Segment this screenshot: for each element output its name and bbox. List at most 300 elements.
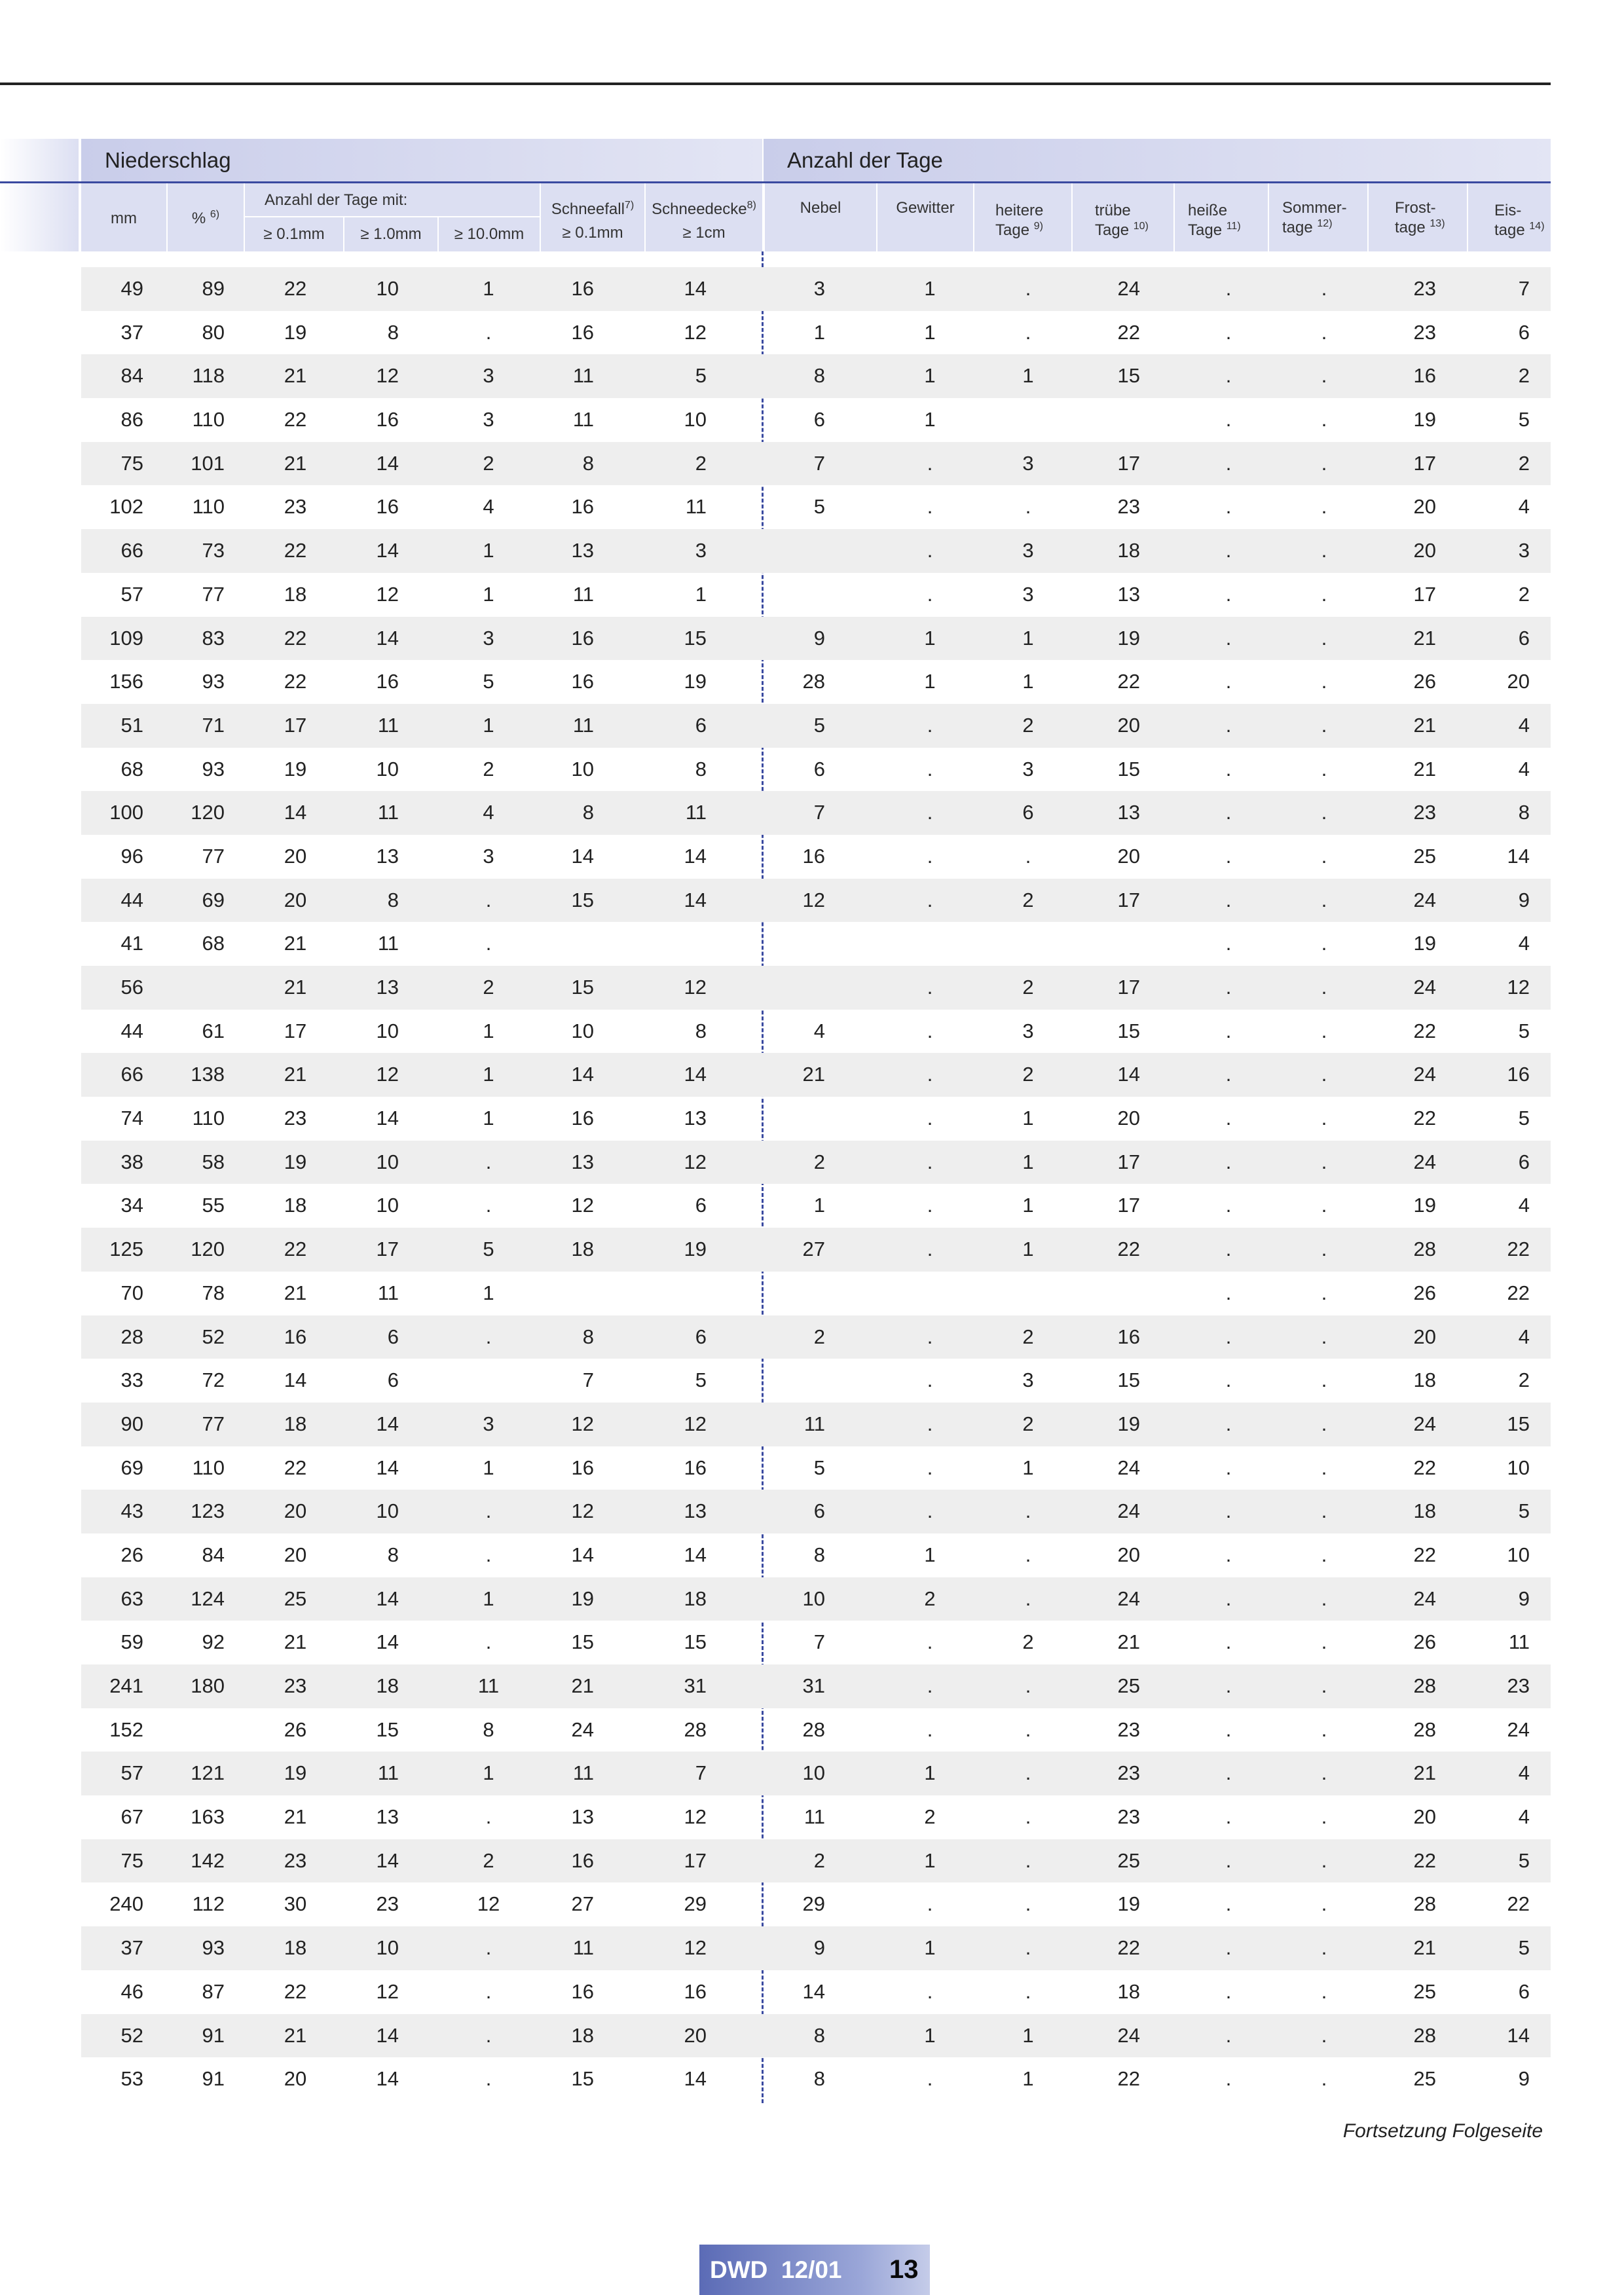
cell-fog: 5	[813, 495, 825, 519]
cell-pct: 69	[202, 888, 225, 911]
cell-overcast: 19	[1117, 1892, 1140, 1916]
cell-ice: 23	[1507, 1674, 1530, 1697]
cell-mm: 44	[120, 888, 143, 911]
cell-summer: .	[1321, 1194, 1327, 1217]
cell-clear: .	[1025, 1936, 1031, 1960]
cell-clear: 2	[1022, 1325, 1034, 1348]
cell-t01: 17	[284, 713, 307, 737]
cell-snowcover: 20	[684, 2023, 707, 2047]
cell-clear: 2	[1022, 1063, 1034, 1086]
col-header-mm-label: mm	[111, 210, 137, 227]
cell-snowcover: 5	[695, 1368, 707, 1392]
cell-t10: 10	[376, 1194, 399, 1217]
cell-fog	[747, 1359, 825, 1403]
cell-t100: .	[485, 1936, 492, 1960]
cell-clear: 1	[1022, 1238, 1034, 1261]
cell-summer: .	[1321, 539, 1327, 562]
cell-frost: 16	[1413, 364, 1436, 388]
cell-thunder: 1	[924, 1936, 936, 1960]
cell-ice: 22	[1507, 1892, 1530, 1916]
cell-t100: 12	[477, 1892, 500, 1916]
cell-snowcover: 14	[684, 277, 707, 300]
cell-overcast: 23	[1117, 495, 1140, 519]
cell-clear: 2	[1022, 976, 1034, 999]
cell-thunder: .	[927, 1238, 933, 1261]
col-header-summer-line2: tage $^{12)}$	[1282, 218, 1333, 236]
cell-mm: 53	[120, 2067, 143, 2091]
cell-frost: 25	[1413, 1979, 1436, 2003]
cell-frost: 21	[1413, 1936, 1436, 1960]
cell-frost: 18	[1413, 1368, 1436, 1392]
cell-clear: 1	[1022, 2067, 1034, 2091]
cell-frost: 22	[1413, 1848, 1436, 1872]
col-header-snowcover-sub: ≥ 1cm	[682, 224, 726, 242]
cell-t100: .	[485, 1325, 492, 1348]
cell-overcast: 20	[1117, 844, 1140, 868]
cell-pct: 89	[202, 277, 225, 300]
cell-clear	[989, 398, 1067, 442]
cell-frost: 26	[1413, 1630, 1436, 1654]
cell-fog: 7	[813, 801, 825, 824]
cell-snowfall: 19	[571, 1587, 594, 1610]
cell-t01: 22	[284, 670, 307, 693]
cell-thunder: .	[927, 1674, 933, 1697]
cell-t100: .	[485, 1499, 492, 1523]
table-row	[81, 791, 1551, 835]
cell-frost: 24	[1413, 1412, 1436, 1435]
cell-t10: 10	[376, 1936, 399, 1960]
cell-frost: 20	[1413, 539, 1436, 562]
cell-summer: .	[1321, 320, 1327, 344]
cell-thunder: .	[927, 844, 933, 868]
cell-t10: 6	[387, 1325, 399, 1348]
cell-snowfall: 12	[571, 1194, 594, 1217]
cell-t100: 1	[483, 582, 494, 606]
cell-pct: 68	[202, 932, 225, 955]
cell-frost: 28	[1413, 1717, 1436, 1741]
cell-pct: 77	[202, 844, 225, 868]
cell-mm: 34	[120, 1194, 143, 1217]
cell-t100: 2	[483, 976, 494, 999]
cell-summer: .	[1321, 626, 1327, 650]
cell-clear: 3	[1022, 1368, 1034, 1392]
cell-t100: .	[485, 932, 492, 955]
cell-hot: .	[1225, 1150, 1232, 1173]
cell-hot: .	[1225, 1805, 1232, 1829]
cell-t10: 14	[376, 1630, 399, 1654]
cell-ice: 10	[1507, 1456, 1530, 1479]
table-row	[81, 1446, 1551, 1490]
page-badge	[699, 2245, 930, 2295]
col-header-mm	[81, 183, 166, 251]
cell-snowcover	[628, 922, 707, 966]
cell-hot: .	[1225, 626, 1232, 650]
group-header-anzahl-der-tage	[764, 139, 1551, 182]
col-header-t01-label: ≥ 0.1mm	[263, 225, 325, 243]
table-row	[81, 1621, 1551, 1664]
col-header-ice-line2: tage $^{14)}$	[1494, 221, 1545, 239]
cell-t10: 11	[377, 932, 399, 955]
cell-overcast: 17	[1117, 976, 1140, 999]
cell-t10: 10	[376, 1499, 399, 1523]
cell-hot: .	[1225, 582, 1232, 606]
cell-t100: .	[485, 2067, 492, 2091]
cell-frost: 24	[1413, 976, 1436, 999]
cell-hot: .	[1225, 408, 1232, 431]
cell-snowfall: 11	[572, 364, 594, 388]
cell-t100: 3	[483, 626, 494, 650]
col-header-overcast-line1: trübe	[1095, 202, 1131, 219]
cell-frost: 22	[1413, 1019, 1436, 1042]
cell-t01: 25	[284, 1587, 307, 1610]
cell-pct	[146, 1708, 225, 1752]
cell-hot: .	[1225, 888, 1232, 911]
cell-mm: 46	[120, 1979, 143, 2003]
cell-thunder: .	[927, 2067, 933, 2091]
cell-fog: 12	[802, 888, 825, 911]
cell-overcast: 22	[1117, 1238, 1140, 1261]
cell-overcast: 22	[1117, 670, 1140, 693]
cell-t10: 6	[387, 1368, 399, 1392]
cell-clear: 2	[1022, 713, 1034, 737]
cell-t01: 17	[284, 1019, 307, 1042]
cell-thunder: .	[927, 1456, 933, 1479]
cell-thunder: .	[927, 539, 933, 562]
cell-ice: 10	[1507, 1543, 1530, 1566]
table-row	[81, 1097, 1551, 1141]
cell-pct: 123	[191, 1499, 225, 1523]
cell-thunder: .	[927, 1107, 933, 1130]
cell-pct: 110	[192, 1107, 225, 1130]
col-header-ice-line1: Eis-	[1494, 202, 1522, 219]
cell-frost: 20	[1413, 495, 1436, 519]
table-row	[81, 748, 1551, 792]
cell-snowcover: 11	[685, 495, 707, 519]
cell-fog: 27	[802, 1238, 825, 1261]
cell-snowcover: 1	[695, 582, 707, 606]
col-header-t10	[344, 217, 437, 251]
cell-hot: .	[1225, 1238, 1232, 1261]
cell-t100: .	[485, 320, 492, 344]
col-header-snowcover-label: Schneedecke$^{8)}$	[652, 200, 756, 218]
cell-snowfall: 16	[571, 1456, 594, 1479]
cell-frost: 28	[1413, 1892, 1436, 1916]
cell-overcast: 13	[1117, 582, 1140, 606]
cell-ice: 5	[1518, 1107, 1530, 1130]
col-header-frost-line2: tage $^{13)}$	[1395, 218, 1445, 236]
cell-summer: .	[1321, 277, 1327, 300]
col-header-snowcover	[646, 183, 762, 251]
cell-overcast: 23	[1117, 1717, 1140, 1741]
cell-summer: .	[1321, 495, 1327, 519]
cell-hot: .	[1225, 451, 1232, 475]
cell-hot: .	[1225, 1368, 1232, 1392]
cell-t10: 18	[376, 1674, 399, 1697]
cell-t10: 16	[376, 670, 399, 693]
cell-t10: 11	[377, 713, 399, 737]
cell-summer: .	[1321, 1587, 1327, 1610]
cell-ice: 4	[1518, 1805, 1530, 1829]
cell-snowcover: 12	[684, 1150, 707, 1173]
cell-fog: 5	[813, 713, 825, 737]
cell-t01: 18	[284, 582, 307, 606]
cell-fog: 8	[813, 2023, 825, 2047]
cell-t01: 21	[284, 932, 307, 955]
cell-snowcover: 14	[684, 1543, 707, 1566]
cell-clear: 3	[1022, 539, 1034, 562]
cell-fog: 4	[813, 1019, 825, 1042]
table-row	[81, 922, 1551, 966]
cell-frost: 23	[1413, 277, 1436, 300]
cell-hot: .	[1225, 1630, 1232, 1654]
cell-snowcover: 7	[695, 1761, 707, 1785]
col-header-anzahl-label: Anzahl der Tage mit:	[265, 191, 408, 209]
cell-t100: 8	[483, 1717, 494, 1741]
cell-mm: 26	[120, 1543, 143, 1566]
col-header-hot-days	[1175, 183, 1268, 251]
cell-t100: .	[485, 1630, 492, 1654]
table-row	[81, 1926, 1551, 1970]
cell-thunder: .	[927, 1892, 933, 1916]
cell-fog	[747, 573, 825, 617]
cell-fog: 8	[813, 364, 825, 388]
cell-overcast: 22	[1117, 2067, 1140, 2091]
cell-ice: 6	[1518, 1979, 1530, 2003]
cell-thunder: .	[927, 451, 933, 475]
cell-t01: 20	[284, 1499, 307, 1523]
cell-t100: 2	[483, 1848, 494, 1872]
cell-t100: .	[485, 1543, 492, 1566]
cell-fog	[747, 966, 825, 1010]
col-header-t100	[439, 217, 540, 251]
cell-snowfall	[515, 1272, 594, 1315]
cell-t100: 5	[483, 1238, 494, 1261]
cell-clear: 1	[1022, 626, 1034, 650]
table-row	[81, 398, 1551, 442]
cell-pct: 138	[191, 1063, 225, 1086]
cell-mm: 57	[120, 1761, 143, 1785]
cell-frost: 17	[1413, 451, 1436, 475]
cell-frost: 18	[1413, 1499, 1436, 1523]
cell-hot: .	[1225, 1892, 1232, 1916]
cell-t10: 23	[376, 1892, 399, 1916]
cell-frost: 21	[1413, 713, 1436, 737]
cell-mm: 90	[120, 1412, 143, 1435]
cell-snowfall: 13	[571, 1150, 594, 1173]
data-table-body	[81, 267, 1551, 2101]
cell-fog: 5	[813, 1456, 825, 1479]
cell-clear: .	[1025, 1805, 1031, 1829]
cell-frost: 22	[1413, 1543, 1436, 1566]
cell-t10: 10	[376, 1150, 399, 1173]
cell-t01: 21	[284, 451, 307, 475]
cell-t01: 18	[284, 1936, 307, 1960]
cell-snowfall: 7	[582, 1368, 594, 1392]
table-row	[81, 1577, 1551, 1621]
cell-t01: 21	[284, 1630, 307, 1654]
cell-pct: 61	[202, 1019, 225, 1042]
cell-fog: 2	[813, 1848, 825, 1872]
cell-ice: 20	[1507, 670, 1530, 693]
cell-t01: 16	[284, 1325, 307, 1348]
cell-t100: .	[485, 1150, 492, 1173]
col-header-hot-line1: heiße	[1188, 202, 1228, 219]
cell-fog: 28	[802, 1717, 825, 1741]
cell-t01: 19	[284, 320, 307, 344]
cell-clear: .	[1025, 320, 1031, 344]
cell-t10: 12	[376, 582, 399, 606]
cell-fog: 2	[813, 1325, 825, 1348]
cell-frost: 20	[1413, 1325, 1436, 1348]
cell-clear: .	[1025, 1979, 1031, 2003]
cell-t100: 2	[483, 451, 494, 475]
cell-pct: 110	[192, 495, 225, 519]
cell-t01: 19	[284, 1761, 307, 1785]
cell-snowfall: 14	[571, 1543, 594, 1566]
cell-thunder: .	[927, 495, 933, 519]
cell-ice: 8	[1518, 801, 1530, 824]
cell-t100: 1	[483, 1107, 494, 1130]
cell-pct	[146, 966, 225, 1010]
cell-frost: 23	[1413, 320, 1436, 344]
cell-t100: 1	[483, 1281, 494, 1304]
cell-snowfall: 12	[571, 1412, 594, 1435]
cell-thunder: .	[927, 1063, 933, 1086]
cell-thunder: 1	[924, 2023, 936, 2047]
cell-clear: 1	[1022, 364, 1034, 388]
cell-snowcover: 29	[684, 1892, 707, 1916]
cell-overcast: 24	[1117, 1499, 1140, 1523]
cell-snowcover: 8	[695, 1019, 707, 1042]
cell-overcast: 15	[1117, 1368, 1140, 1392]
cell-snowfall: 16	[571, 320, 594, 344]
cell-pct: 83	[202, 626, 225, 650]
cell-t100: 4	[483, 495, 494, 519]
table-row	[81, 1228, 1551, 1272]
cell-ice: 5	[1518, 408, 1530, 431]
cell-snowcover: 31	[684, 1674, 707, 1697]
cell-hot: .	[1225, 1587, 1232, 1610]
cell-snowcover: 19	[684, 670, 707, 693]
col-header-fog-label: Nebel	[800, 199, 841, 217]
cell-snowcover: 8	[695, 757, 707, 780]
cell-overcast: 17	[1117, 451, 1140, 475]
table-row	[81, 1882, 1551, 1926]
cell-fog	[747, 529, 825, 573]
cell-snowcover: 19	[684, 1238, 707, 1261]
table-row	[81, 354, 1551, 398]
cell-hot: .	[1225, 1281, 1232, 1304]
cell-snowcover: 18	[684, 1587, 707, 1610]
table-row	[81, 1359, 1551, 1403]
cell-snowfall: 15	[571, 1630, 594, 1654]
cell-thunder: 2	[924, 1587, 936, 1610]
table-row	[81, 1010, 1551, 1054]
cell-t01: 22	[284, 1979, 307, 2003]
cell-fog: 9	[813, 626, 825, 650]
cell-t10: 14	[376, 539, 399, 562]
col-header-fog	[765, 183, 876, 251]
group-title-anzahl-der-tage: Anzahl der Tage	[787, 148, 943, 172]
cell-pct: 77	[202, 1412, 225, 1435]
cell-summer: .	[1321, 976, 1327, 999]
cell-t10: 8	[387, 320, 399, 344]
cell-clear: 1	[1022, 2023, 1034, 2047]
cell-mm: 125	[109, 1238, 143, 1261]
cell-mm: 74	[120, 1107, 143, 1130]
cell-snowcover: 6	[695, 1325, 707, 1348]
cell-mm: 51	[120, 713, 143, 737]
cell-frost: 19	[1413, 408, 1436, 431]
cell-ice: 2	[1518, 582, 1530, 606]
continuation-note: Fortsetzung Folgeseite	[1342, 2120, 1543, 2142]
cell-snowfall: 16	[571, 1979, 594, 2003]
cell-pct: 52	[202, 1325, 225, 1348]
cell-pct: 118	[192, 364, 225, 388]
cell-hot: .	[1225, 539, 1232, 562]
cell-hot: .	[1225, 801, 1232, 824]
cell-snowfall: 15	[571, 888, 594, 911]
cell-t100: 1	[483, 1761, 494, 1785]
cell-overcast: 15	[1117, 1019, 1140, 1042]
cell-snowfall: 10	[571, 1019, 594, 1042]
cell-mm: 37	[120, 1936, 143, 1960]
cell-hot: .	[1225, 2023, 1232, 2047]
cell-summer: .	[1321, 1630, 1327, 1654]
cell-t100: 4	[483, 801, 494, 824]
cell-ice: 15	[1507, 1412, 1530, 1435]
cell-snowfall: 18	[571, 2023, 594, 2047]
table-row	[81, 879, 1551, 923]
cell-pct: 93	[202, 670, 225, 693]
cell-ice: 22	[1507, 1238, 1530, 1261]
cell-clear: 2	[1022, 1412, 1034, 1435]
cell-mm: 156	[109, 670, 143, 693]
cell-thunder	[891, 1272, 969, 1315]
cell-t10: 8	[387, 1543, 399, 1566]
cell-snowcover: 12	[684, 1936, 707, 1960]
cell-thunder: .	[927, 1325, 933, 1348]
cell-ice: 16	[1507, 1063, 1530, 1086]
cell-snowcover: 12	[684, 320, 707, 344]
cell-pct: 163	[191, 1805, 225, 1829]
cell-snowfall: 27	[571, 1892, 594, 1916]
col-header-hot-line2: Tage $^{11)}$	[1188, 221, 1241, 239]
cell-thunder: 1	[924, 1848, 936, 1872]
table-row	[81, 1403, 1551, 1446]
cell-t10: 13	[376, 976, 399, 999]
cell-hot: .	[1225, 1979, 1232, 2003]
cell-snowcover: 13	[684, 1107, 707, 1130]
cell-hot: .	[1225, 1761, 1232, 1785]
cell-mm: 102	[109, 495, 143, 519]
cell-frost: 26	[1413, 1281, 1436, 1304]
cell-frost: 20	[1413, 1805, 1436, 1829]
cell-mm: 49	[120, 277, 143, 300]
cell-mm: 66	[120, 1063, 143, 1086]
cell-clear: 3	[1022, 1019, 1034, 1042]
cell-ice: 9	[1518, 888, 1530, 911]
cell-snowfall: 18	[571, 1238, 594, 1261]
table-row	[81, 1272, 1551, 1315]
cell-ice: 4	[1518, 1761, 1530, 1785]
cell-thunder: .	[927, 1717, 933, 1741]
cell-snowcover: 17	[684, 1848, 707, 1872]
cell-fog: 21	[802, 1063, 825, 1086]
cell-overcast: 16	[1117, 1325, 1140, 1348]
cell-t10: 13	[376, 844, 399, 868]
cell-mm: 152	[109, 1717, 143, 1741]
